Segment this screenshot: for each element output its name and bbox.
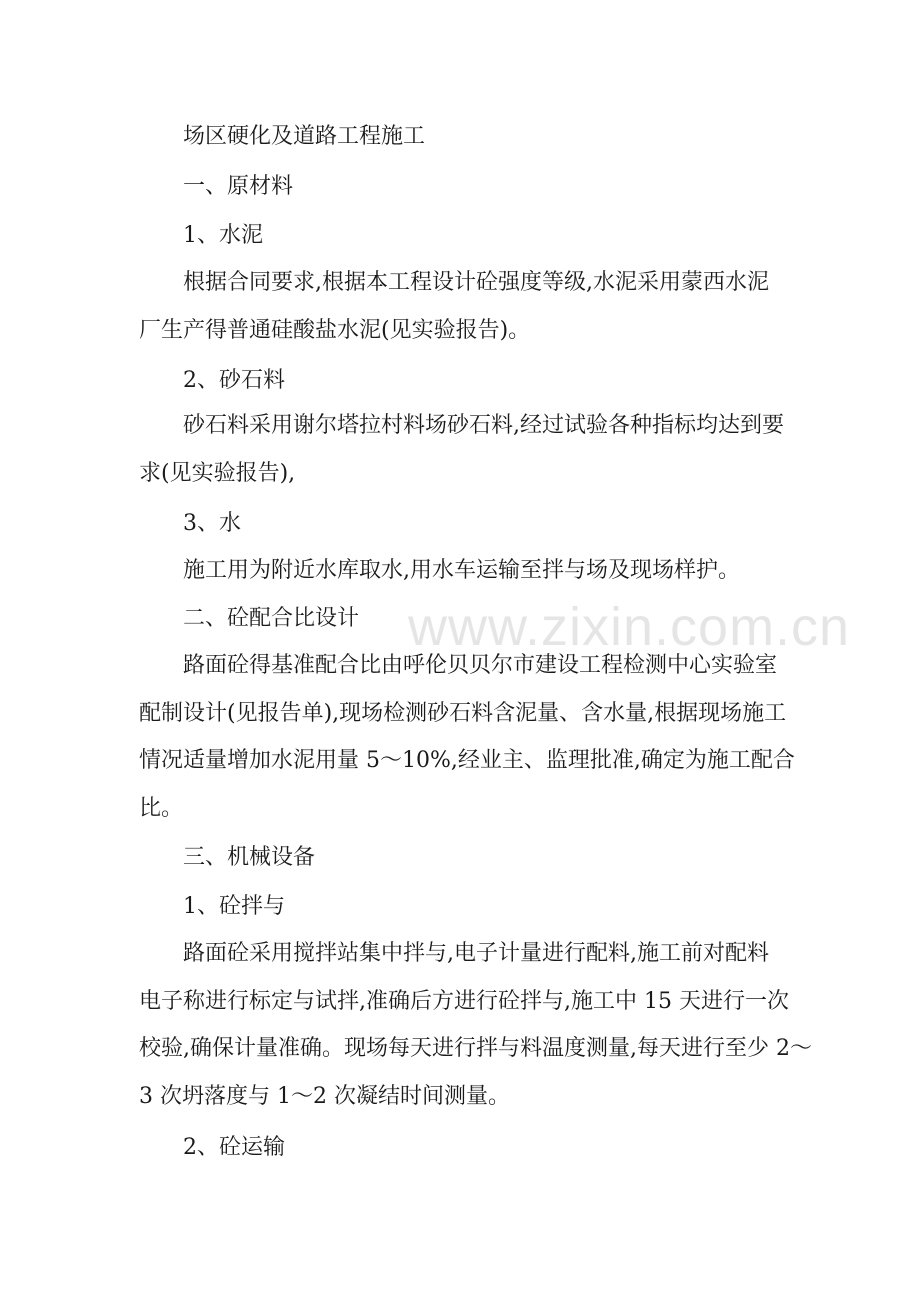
subsection-heading: 1、砼拌与 [183,894,285,919]
paragraph-line: 电子称进行标定与试拌,准确后方进行砼拌与,施工中 15 天进行一次 [139,989,789,1014]
subsection-heading: 2、砂石料 [183,368,285,393]
paragraph-line: 比。 [139,796,184,821]
section-heading: 三、机械设备 [183,845,316,870]
paragraph-line: 厂生产得普通硅酸盐水泥(见实验报告)。 [139,318,531,343]
paragraph-line: 3 次坍落度与 1～2 次凝结时间测量。 [139,1084,510,1109]
paragraph-line: 配制设计(见报告单),现场检测砂石料含泥量、含水量,根据现场施工 [139,701,787,726]
subsection-heading: 3、水 [183,511,241,536]
subsection-heading: 1、水泥 [183,223,263,248]
paragraph-line: 路面砼得基准配合比由呼伦贝贝尔市建设工程检测中心实验室 [183,653,778,678]
paragraph-line: 砂石料采用谢尔塔拉村料场砂石料,经过试验各种指标均达到要 [183,413,784,438]
document-title: 场区硬化及道路工程施工 [183,124,426,149]
section-heading: 一、原材料 [183,174,294,199]
paragraph-line: 校验,确保计量准确。现场每天进行拌与料温度测量,每天进行至少 2～ [139,1036,812,1061]
paragraph-line: 求(见实验报告), [139,461,296,486]
paragraph-line: 根据合同要求,根据本工程设计砼强度等级,水泥采用蒙西水泥 [183,270,769,295]
watermark: www.zixin.com.cn [408,597,851,657]
paragraph-line: 情况适量增加水泥用量 5～10%,经业主、监理批准,确定为施工配合 [139,748,795,773]
paragraph-line: 路面砼采用搅拌站集中拌与,电子计量进行配料,施工前对配料 [183,941,769,966]
subsection-heading: 2、砼运输 [183,1135,285,1160]
paragraph-line: 施工用为附近水库取水,用水车运输至拌与场及现场样护。 [183,558,740,583]
section-heading: 二、砼配合比设计 [183,606,360,631]
